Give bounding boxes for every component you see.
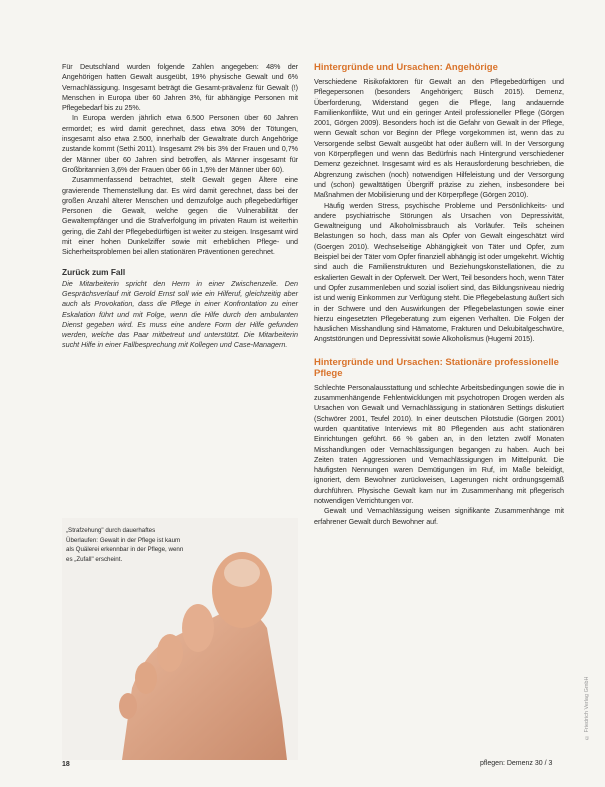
page-number: 18 [62,761,70,768]
left-column [62,62,298,351]
foot-photo [62,518,298,760]
body-paragraph: Verschiedene Risikofaktoren für Gewalt an den Pflegebedürftigen und Pflegepersonen (besonders Angehörigen; Büsch 2015). Demenz, Überforderung, Widerstand gegen die Pflege, lang andauernde Familienkonflikte, Wut und ein geringer Anteil professioneller Pflege (Görgen 2001, Görgen 2009). Besonders hoch ist die Gefahr von Gewalt in der Pflege, wenn Gewalt schon vor Beginn der Pflege vorgekommen ist, wenn das zu Versorgende selbst Gewalt ausgeübt hat oder äußern will. In der Versorgung von Körperpflegen und wenn das Bedürfnis nach Hintergrund verschiedener Demenz gezeichnet. Insgesamt wird es als Herausforderung beschrieben, die Abgrenzung zwischen (noch) notwendigen Hilfeleistung und der Versorgung und (schon) gewalttätigen Übergriff präzise zu ziehen, insbesondere bei Maßnahmen der Mobilisierung und der Körperpflege (Görgen 2010). [314,77,564,200]
section-heading: Hintergründe und Ursachen: Angehörige [314,62,498,73]
journal-footer: pflegen: Demenz 30 / 3 [480,760,553,767]
case-box-heading: Zurück zum Fall [62,266,126,277]
right-column [314,62,564,527]
body-paragraph: Schlechte Personalausstattung und schlechte Arbeitsbedingungen sowie die in zusammenhängende Fehlentwicklungen mit psychotropen Drogen werden als Ursachen von Gewalt und Vernachlässigung in stationären Settings diskutiert (Schwörer 2001, Teufel 2010). In einer deutschen Pilotstudie (Görgen 2001) wurden quantitative Interviews mit 80 Pflegenden aus acht stationären Einrichtungen geführt. 66 % gaben an, in den letzten zwölf Monaten Misshandlungen oder Vernachlässigungen begangen zu haben. Auch bei Zeiten traten Aggressionen und Vernachlässigungen im Mittelpunkt. Die häufigsten Nennungen waren Demütigungen im Ruf, im Maße beleidigt, ignoriert, dem Bewohner zurückweisen, Lagerungen nicht ordnungsgemäß durchführen. Physische Gewalt kam nur im Zusammenhang mit pflegerisch notwendigen Verrichtungen vor. [314,382,564,505]
body-paragraph: In Europa werden jährlich etwa 6.500 Personen über 60 Jahren ermordet; es wird damit gerechnet, dass etwa 30% der Tötungen, insgesamt also etwa 2.500, innerhalb der Gewaltrate durch Angehörige zustande kommt (Sethi 2011). Insgesamt 2% bis 3% der Frauen und 0,7% der Männer über 60 Jahren sind betroffen, als Männer insgesamt für Großbritannien 3,6% der Frauen über 66 in 1,5% der Männer über 60). [62,113,298,174]
case-box-text: Die Mitarbeiterin spricht den Herrn in einer Zwischenzeile. Den Gesprächsverlauf mit Gerold Ernst soll wie ein Hilferuf, gleichzeitig aber auch als Provokation, dass die Pflege in einer Konfrontation zu einer Eskalation führt und mit Folge, wenn die Hilfe durch den ambulanten Dienst gegeben wird. Es muss eine andere Form der Hilfe gefunden werden, welche das Paar mitbetreut und unterstützt. Die Mitarbeiterin sucht Hilfe in einer Fallbesprechung mit Kollegen und Case-Managern. [62,278,298,350]
body-paragraph: Zusammenfassend betrachtet, stellt Gewalt gegen Ältere eine gravierende Themenstellung dar. Es wird damit gerechnet, dass bei der großen Anzahl älterer Menschen und demzufolge auch pflegebedürftiger Personen die Gewalt, welche gegen die Vulnerabilität der Gewaltempfänger und die Strafverfolgung im privaten Raum ist weiterhin gering, die Zahl der Pflegebedürftigen ist weiter zu steigen. Insgesamt wird mit einer hohen Dunkelziffer sowie mit erheblichen Pflege- und Sicherheitsproblemen bei allen stationären Präventionen gerechnet. [62,175,298,257]
photo-caption: „Strafzehung" durch dauerhaftes Überlaufen: Gewalt in der Pflege ist kaum als Quälerei erkennbar in der Pflege, wenn es „Zufall" erscheint. [66,527,184,563]
section-heading: Hintergründe und Ursachen: Stationäre professionelle Pflege [314,356,559,379]
copyright-note: © Friedrich Verlag GmbH [584,676,590,740]
body-paragraph: Für Deutschland wurden folgende Zahlen angegeben: 48% der Angehörigen hatten Gewalt ausgeübt, 19% physische Gewalt und 6% Vernachlässigung. Insgesamt beträgt die Gesamt-prävalenz für Gewalt (!) Menschen in Europa über 60 Jahren 3%, für abhängige Personen mit Pflegebedarf bis zu 25%. [62,62,298,113]
body-paragraph: Gewalt und Vernachlässigung weisen signifikante Zusammenhänge mit erfahrener Gewalt durch Bewohner auf. [314,506,564,526]
body-paragraph: Häufig werden Stress, psychische Probleme und Persönlichkeits- und andere psychiatrische Störungen als Ursachen von Depressivität, Gewaltneigung und Alkoholmissbrauch als Vorläufer. Teils scheinen Belastungen so hoch, dass man als Opfer von Gewalt eingeschätzt wird (Goergen 2010). Wechselseitige Abhängigkeit von Täter und Opfer, zum Beispiel bei der Täter vom Opfer finanziell abhängig ist oder umgekehrt. Wichtig sind auch die Familienstrukturen und Beziehungskonstellationen, die zu eskalierten Gewalt in der Opferwelt. Der Wert, Teil besonders hoch, wenn Täter und Opfer zusammenleben und sozial isoliert sind, das Bildungsniveau niedrig ist und wenig Einkommen zur Verfügung steht. Die Pflegebelastung äußert sich in der Schwere und den Auswirkungen der Pflegebelastungen sowie einer hierzu eingesetzten Pflegeberatung zum eigenen Verhalten. Die Folgen der häuslichen Misshandlung sind Hämatome, Frakturen und Dekubitalgeschwüre, Angststörungen und Depressivität sowie Alkoholismus (Hugemi 2015). [314,200,564,344]
